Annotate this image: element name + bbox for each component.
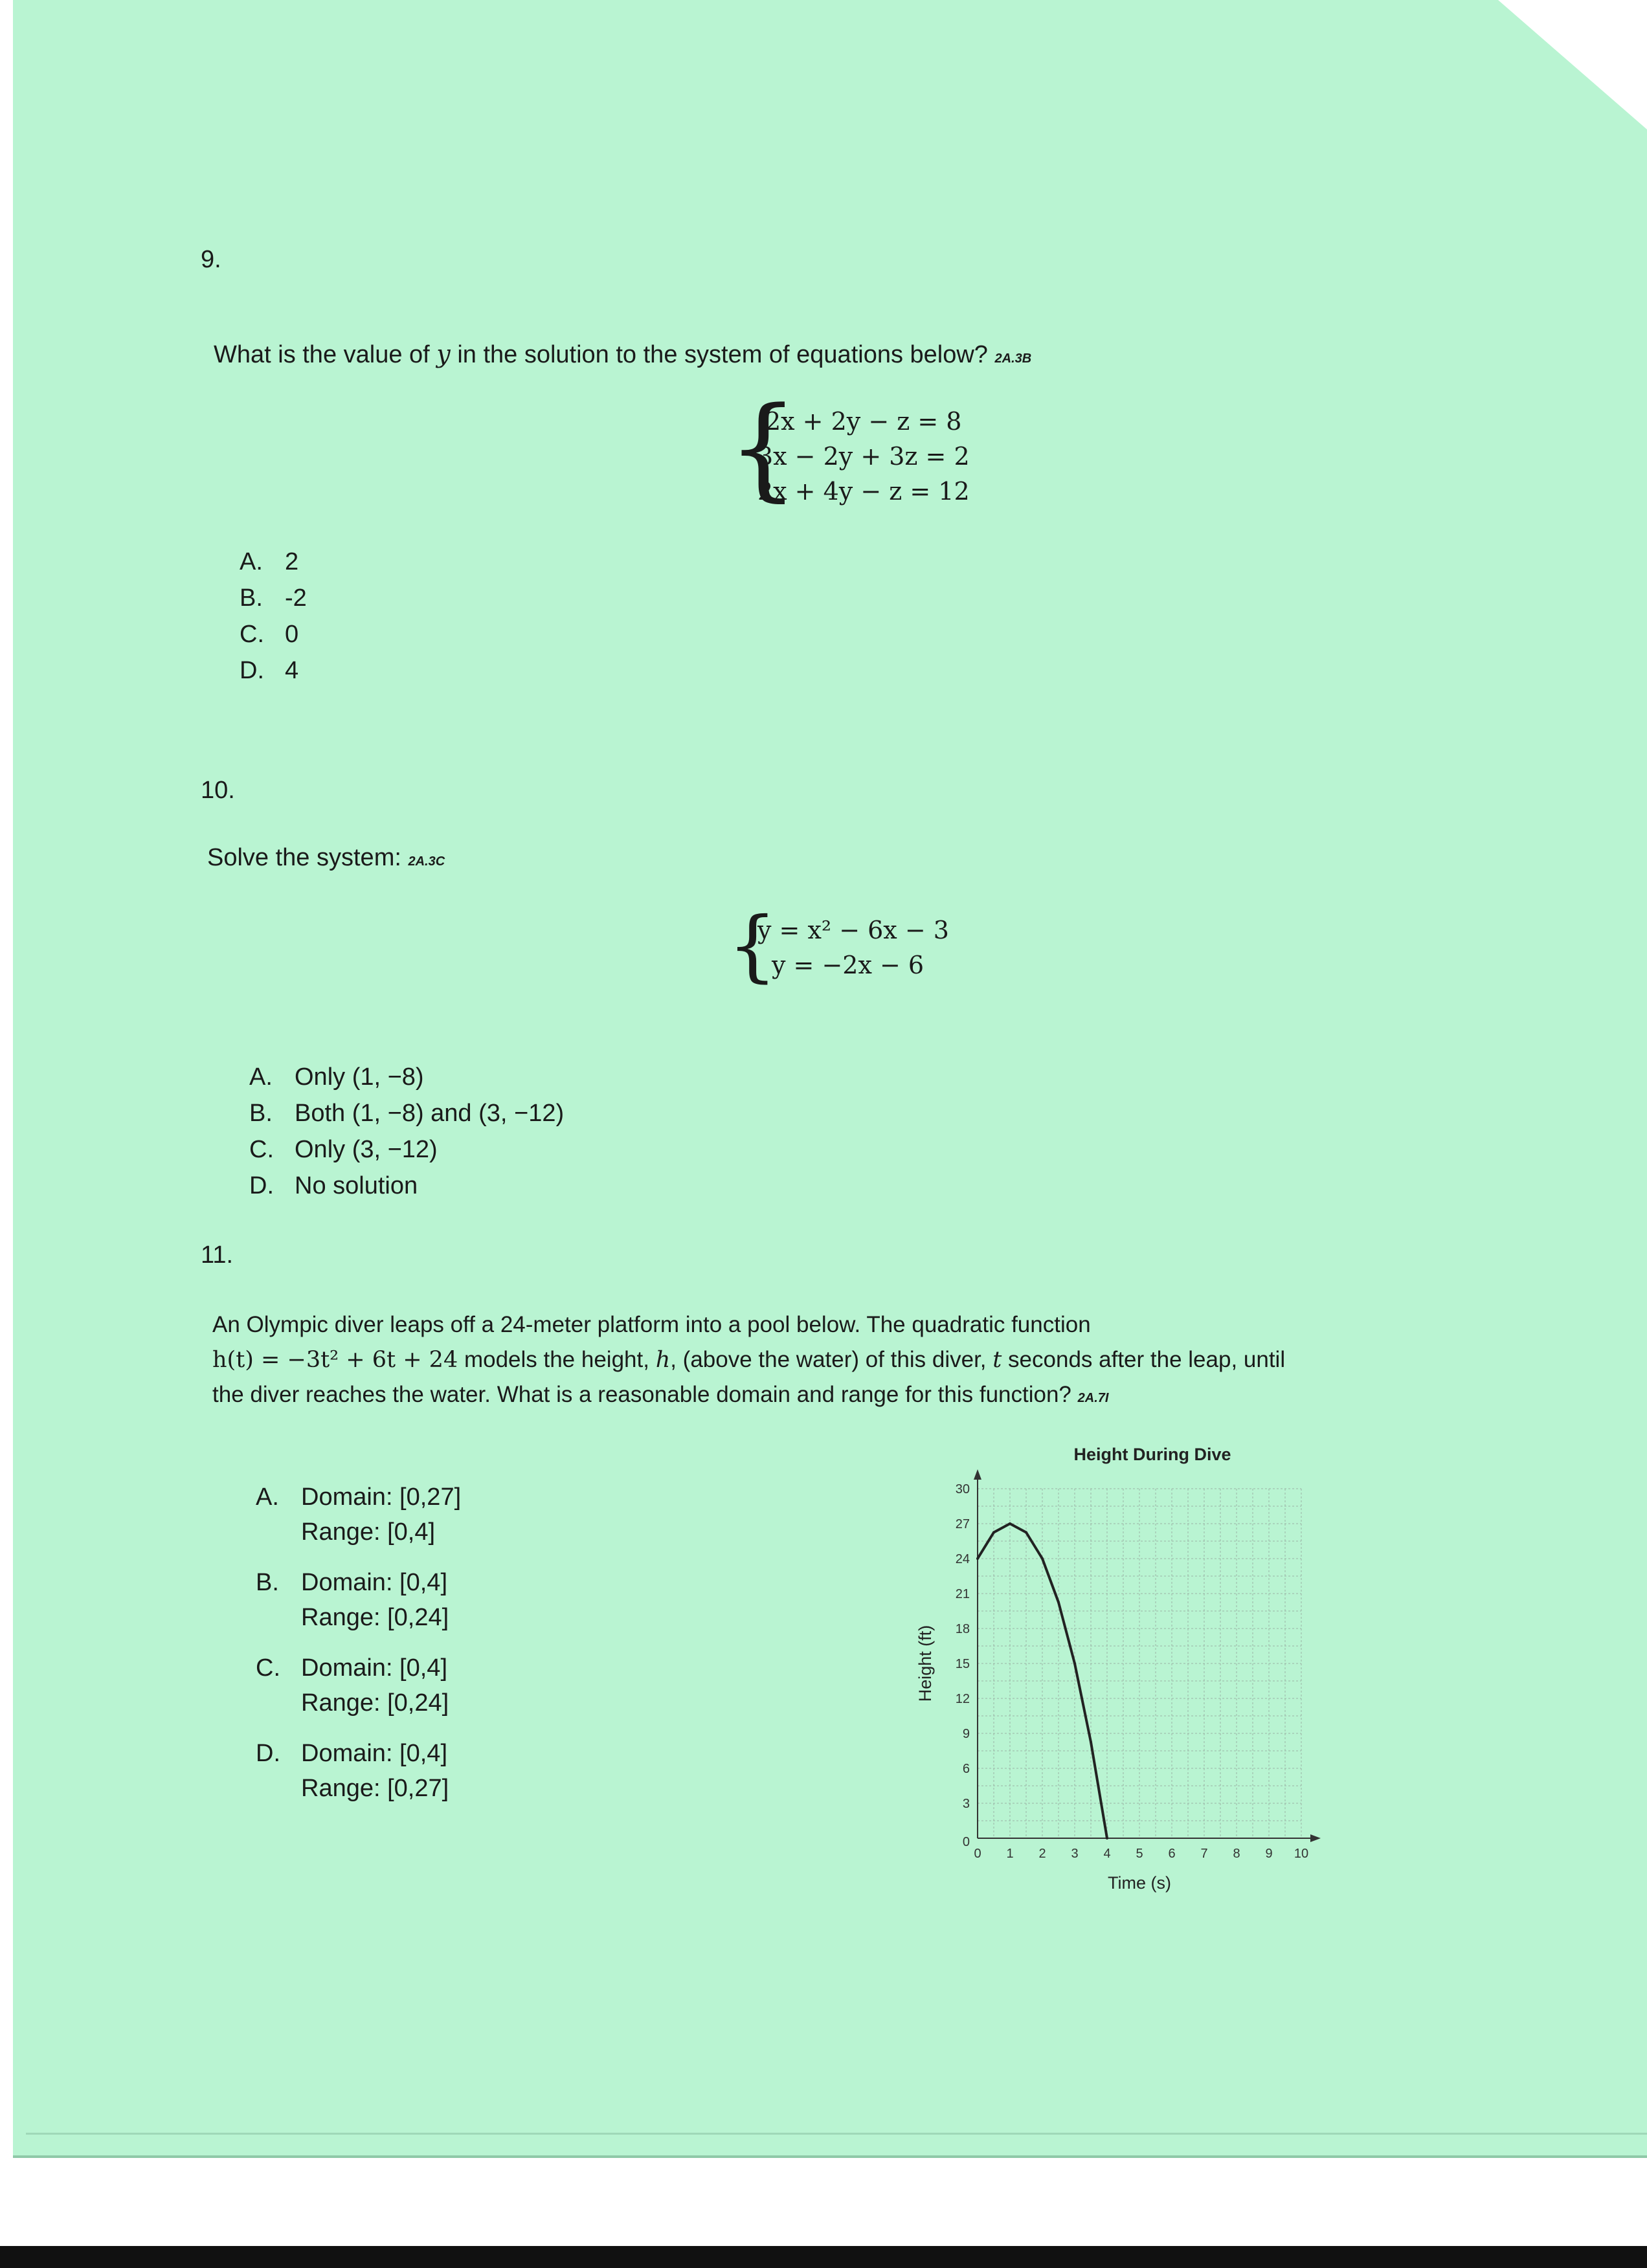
x-tick-label: 10 bbox=[1294, 1847, 1309, 1861]
equation: 3x − 2y + 3z = 2 bbox=[757, 442, 970, 471]
choice-d[interactable] bbox=[240, 652, 307, 689]
text-run: seconds after the leap, until bbox=[1002, 1347, 1286, 1372]
y-tick-label: 6 bbox=[962, 1762, 970, 1776]
choice-range: Range: [0,24] bbox=[301, 1604, 449, 1631]
question-9-prompt-var: y bbox=[436, 340, 451, 368]
question-9-prompt-start: What is the value of bbox=[214, 341, 437, 368]
question-9-choices bbox=[240, 544, 307, 689]
question-11-standard: 2A.7I bbox=[1077, 1391, 1109, 1405]
choice-a[interactable] bbox=[256, 1480, 461, 1550]
choice-c[interactable] bbox=[249, 1131, 564, 1168]
question-11-number: 11. bbox=[201, 1241, 234, 1269]
data-point bbox=[1090, 1741, 1092, 1744]
question-10-standard: 2A.3C bbox=[408, 854, 445, 869]
question-11-line-3 bbox=[212, 1377, 1285, 1416]
question-10-number: 10. bbox=[201, 777, 235, 804]
function-formula: h(t) = −3t² + 6t + 24 bbox=[212, 1347, 458, 1373]
choice-range: Range: [0,27] bbox=[301, 1775, 449, 1802]
scan-border bbox=[0, 2246, 1647, 2268]
choice-label: B. bbox=[256, 1569, 279, 1596]
choice-a[interactable] bbox=[240, 544, 307, 580]
question-11-prompt bbox=[212, 1307, 1285, 1416]
x-tick-label: 7 bbox=[1200, 1847, 1208, 1861]
choice-a[interactable] bbox=[249, 1059, 564, 1095]
text-run: models the height, bbox=[458, 1347, 656, 1372]
question-9-standard: 2A.3B bbox=[994, 351, 1032, 366]
question-11-line-1: An Olympic diver leaps off a 24-meter platform into a pool below. The quadratic function bbox=[212, 1312, 1091, 1337]
question-9-prompt-end: in the solution to the system of equations below? bbox=[450, 341, 988, 368]
choice-label: D. bbox=[240, 657, 264, 684]
data-point bbox=[1057, 1601, 1060, 1604]
x-tick-label: 6 bbox=[1168, 1847, 1176, 1861]
choice-b[interactable] bbox=[240, 580, 307, 616]
choice-c[interactable] bbox=[240, 616, 307, 652]
x-tick-label: 1 bbox=[1006, 1847, 1014, 1861]
question-10-prompt bbox=[207, 840, 445, 879]
choice-c[interactable] bbox=[256, 1651, 461, 1720]
equation: 2x + 4y − z = 12 bbox=[757, 477, 970, 506]
choice-range: Range: [0,4] bbox=[301, 1518, 436, 1546]
origin-label: 0 bbox=[962, 1835, 970, 1849]
question-9-prompt bbox=[214, 337, 1031, 376]
choice-domain: Domain: [0,4] bbox=[301, 1569, 447, 1596]
text-run: , (above the water) of this diver, bbox=[670, 1347, 993, 1372]
question-9-number: 9. bbox=[201, 246, 221, 273]
choice-domain: Domain: [0,27] bbox=[301, 1484, 462, 1511]
y-tick-label: 9 bbox=[962, 1727, 970, 1741]
y-axis-label: Height (ft) bbox=[915, 1625, 935, 1702]
y-tick-label: 3 bbox=[962, 1797, 970, 1811]
height-during-dive-chart bbox=[906, 1437, 1327, 1903]
x-axis-arrow bbox=[1310, 1834, 1321, 1842]
choice-text: 4 bbox=[285, 657, 299, 684]
y-axis-arrow bbox=[974, 1469, 981, 1480]
choice-label: C. bbox=[240, 621, 264, 648]
choice-text: Both (1, −8) and (3, −12) bbox=[295, 1100, 565, 1127]
choice-text: Only (3, −12) bbox=[295, 1136, 438, 1163]
data-point bbox=[1073, 1662, 1076, 1665]
choice-b[interactable] bbox=[249, 1095, 564, 1131]
choice-domain: Domain: [0,4] bbox=[301, 1740, 447, 1767]
equation: y = −2x − 6 bbox=[772, 951, 924, 979]
x-tick-label: 9 bbox=[1265, 1847, 1273, 1861]
x-axis-label: Time (s) bbox=[1108, 1873, 1171, 1893]
x-tick-label: 3 bbox=[1071, 1847, 1079, 1861]
choice-text: Only (1, −8) bbox=[295, 1063, 424, 1091]
choice-label: A. bbox=[240, 548, 263, 575]
y-tick-label: 15 bbox=[955, 1657, 970, 1671]
left-brace: { bbox=[728, 383, 799, 513]
choice-label: B. bbox=[240, 584, 263, 612]
x-tick-label: 2 bbox=[1038, 1847, 1046, 1861]
y-tick-label: 24 bbox=[955, 1552, 970, 1566]
equation: 2x + 2y − z = 8 bbox=[765, 407, 962, 436]
choice-domain: Domain: [0,4] bbox=[301, 1654, 447, 1682]
data-point bbox=[992, 1531, 995, 1534]
page-edge bbox=[26, 2133, 1647, 2135]
choice-label: D. bbox=[256, 1740, 280, 1767]
y-tick-label: 27 bbox=[955, 1517, 970, 1531]
choice-b[interactable] bbox=[256, 1565, 461, 1635]
page-corner bbox=[1498, 0, 1647, 129]
choice-label: D. bbox=[249, 1172, 274, 1199]
question-11-choices bbox=[256, 1480, 461, 1821]
y-tick-label: 12 bbox=[955, 1692, 970, 1706]
variable: t bbox=[992, 1347, 1002, 1373]
worksheet-page bbox=[13, 0, 1647, 2158]
question-10-system bbox=[757, 913, 949, 983]
choice-label: B. bbox=[249, 1100, 273, 1127]
chart-title: Height During Dive bbox=[1073, 1445, 1231, 1464]
equation: y = x² − 6x − 3 bbox=[757, 916, 949, 944]
question-11-line-2 bbox=[212, 1342, 1285, 1377]
y-tick-label: 18 bbox=[955, 1622, 970, 1636]
question-10-prompt-text: Solve the system: bbox=[207, 844, 401, 871]
y-tick-label: 30 bbox=[955, 1482, 970, 1496]
choice-text: 0 bbox=[285, 621, 299, 648]
question-9-system bbox=[757, 404, 970, 509]
text-run: the diver reaches the water. What is a reasonable domain and range for this function? bbox=[212, 1382, 1071, 1407]
data-point bbox=[1041, 1557, 1044, 1560]
choice-label: C. bbox=[249, 1136, 274, 1163]
data-point bbox=[976, 1557, 979, 1560]
choice-d[interactable] bbox=[256, 1736, 461, 1806]
choice-text: No solution bbox=[295, 1172, 418, 1199]
question-10-choices bbox=[249, 1059, 564, 1204]
variable: h bbox=[655, 1347, 671, 1373]
x-tick-label: 5 bbox=[1136, 1847, 1143, 1861]
data-point bbox=[1106, 1837, 1108, 1840]
choice-label: A. bbox=[256, 1484, 279, 1511]
choice-d[interactable] bbox=[249, 1168, 564, 1204]
data-point bbox=[1025, 1531, 1027, 1534]
left-brace: { bbox=[728, 901, 778, 991]
y-tick-label: 21 bbox=[955, 1587, 970, 1601]
data-point bbox=[1009, 1522, 1011, 1525]
x-tick-label: 8 bbox=[1233, 1847, 1240, 1861]
choice-label: C. bbox=[256, 1654, 280, 1682]
choice-text: 2 bbox=[285, 548, 299, 575]
x-tick-label: 4 bbox=[1103, 1847, 1111, 1861]
choice-range: Range: [0,24] bbox=[301, 1689, 449, 1717]
choice-text: -2 bbox=[285, 584, 307, 612]
x-tick-label: 0 bbox=[974, 1847, 981, 1861]
choice-label: A. bbox=[249, 1063, 273, 1091]
